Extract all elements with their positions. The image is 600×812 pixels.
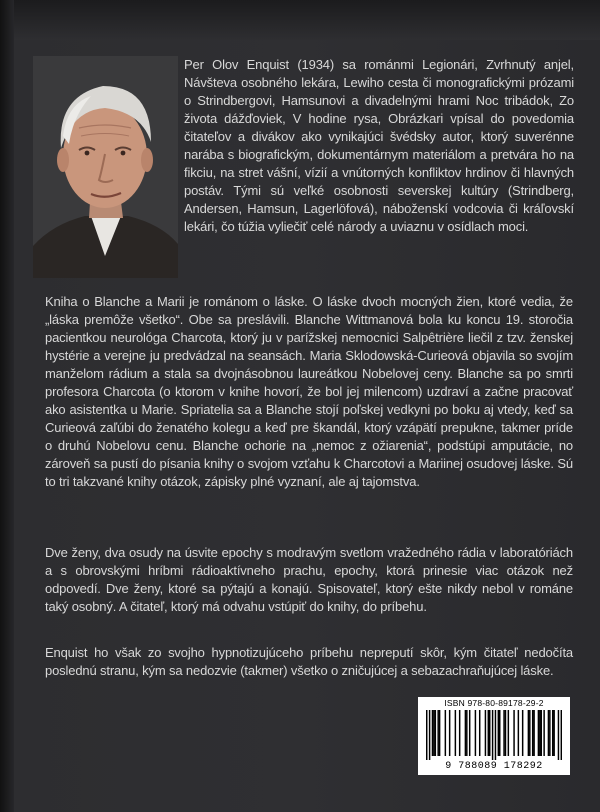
barcode-bar xyxy=(552,710,553,756)
barcode-bar xyxy=(426,710,427,760)
barcode-bar xyxy=(558,710,559,760)
book-summary-paragraph: Kniha o Blanche a Marii je románom o láske. O láske dvoch mocných žien, ktoré vedia, že „láska premôže všetko“. Obe sa preslávili. Blanche Wittmanová bola ku koncu 19. storočia pacientkou neurológa Charcota, ktorý ju v parížskej nemocnici Salpêtrière liečil z tzv. ženskej hystérie a verejne ju predvádzal na seansách. Maria Sklodowská-Curieová objavila so svojím manželom rádium a stala sa dvojnásobnou laureátkou Nobelovej ceny. Blanche sa po smrti profesora Charcota (o ktorom v knihe hovorí, že bol jej milencom) uzdraví a začne pracovať ako asistentka u Marie. Spriatelia sa a Blanche stojí poľskej vedkyni po boku aj vtedy, keď sa Curieová zaľúbi do ženatého kolegu a keď pre škandál, ktorý vzápätí prepukne, takmer príde o druhú Nobelovu cenu. Blanche ochorie na „nemoc z ožiarenia“, podstúpi amputácie, no zároveň sa pustí do písania knihy o svojom vzťahu k Charcotovi a Mariinej osudovej láske. Sú to tri takzvané knihy otázok, zápisky plné vyznaní, ale aj tajomstva. xyxy=(45,294,573,489)
barcode-bar xyxy=(435,710,436,756)
closing-paragraph: Enquist ho však zo svojho hypnotizujúceho príbehu nepreputí skôr, kým čitateľ nedočíta poslednú stranu, kým sa nedozvie (takmer) všetko o zničujúcej a sebazachraňujúcej láske. xyxy=(45,645,573,678)
barcode-bar xyxy=(499,710,500,756)
barcode-bar xyxy=(539,710,540,756)
barcode-bar xyxy=(433,710,434,756)
barcode-bar xyxy=(479,710,480,756)
barcode-bar xyxy=(489,710,490,756)
barcode-bar xyxy=(465,710,466,756)
barcode-bar xyxy=(469,710,470,756)
barcode-bar xyxy=(445,710,446,756)
barcode-bar xyxy=(449,710,450,756)
barcode-bar xyxy=(513,710,514,756)
barcode-bar xyxy=(459,710,460,756)
barcode-bar xyxy=(432,710,433,756)
barcode-bar xyxy=(522,710,523,756)
barcode-graphic xyxy=(426,710,562,760)
barcode-bar xyxy=(498,710,499,756)
barcode-bar xyxy=(495,710,496,760)
barcode-bar xyxy=(529,710,530,756)
themes-paragraph: Dve ženy, dva osudy na úsvite epochy s modravým svetlom vražedného rádia v laboratóriách a s obrovskými hríbmi rádioaktívneho prachu, epochy, ktorá prinesie viac otázok než odpovedí. Dve ženy, ktoré sa pýtajú a konajú. Spisovateľ, ktorý ešte nikdy nebol v románe taký osobný. A čitateľ, ktorý má odvahu vstúpiť do knihy, do príbehu. xyxy=(45,545,573,614)
barcode-bar xyxy=(561,710,562,760)
barcode-bar xyxy=(548,710,549,756)
barcode-bar xyxy=(475,710,476,756)
barcode-bar xyxy=(503,710,504,756)
isbn-barcode-box xyxy=(418,697,570,775)
book-spine-edge xyxy=(0,0,14,812)
barcode-bar xyxy=(549,710,550,756)
barcode-bar xyxy=(508,710,509,756)
barcode-bar xyxy=(541,710,542,756)
barcode-bar xyxy=(485,710,486,756)
author-portrait-illustration xyxy=(33,56,178,278)
barcode-bar xyxy=(538,710,539,756)
author-bio-paragraph: Per Olov Enquist (1934) sa románmi Legionári, Zvrhnutý anjel, Návšteva osobného lekára, Lewiho cesta či monografickými prózami o Strindbergovi, Hamsunovi a divadelnými hrami Noc tribádok, Zo života dážďoviek, V hodine rysa, Obrázkari vpísal do povedomia čitateľov a divákov ako vynikajúci švédsky autor, ktorý suverénne narába s biografickým, dokumentárnym materiálom a pretvára ho na fikciu, na stret vášní, vízií a vnútorných konfliktov hrdinov či hlavných postáv. Tými sú veľké osobnosti severskej kultúry (Strindberg, Andersen, Hamsun, Lagerlöfová), náboženskí vodcovia či kráľovskí lekári, čo túžia vyliečiť celé národy a uviaznu v osídlach moci. xyxy=(184,57,574,234)
barcode-bar xyxy=(492,710,493,760)
barcode-bar xyxy=(553,710,554,756)
barcode-bar xyxy=(533,710,534,756)
isbn-digits: 9 788089 178292 xyxy=(445,761,543,772)
cover-top-edge xyxy=(0,0,600,40)
barcode-bar xyxy=(528,710,529,756)
barcode-bar xyxy=(543,710,544,756)
author-portrait xyxy=(33,56,178,278)
barcode-bar xyxy=(429,710,430,760)
barcode-bar xyxy=(439,710,440,756)
barcode-bar xyxy=(505,710,506,756)
barcode-bar xyxy=(518,710,519,756)
barcode-bar xyxy=(455,710,456,756)
barcode-bar xyxy=(488,710,489,756)
isbn-label: ISBN 978-80-89178-29-2 xyxy=(444,698,544,708)
barcode-bar xyxy=(532,710,533,756)
barcode-bar xyxy=(466,710,467,756)
barcode-bar xyxy=(437,710,438,756)
